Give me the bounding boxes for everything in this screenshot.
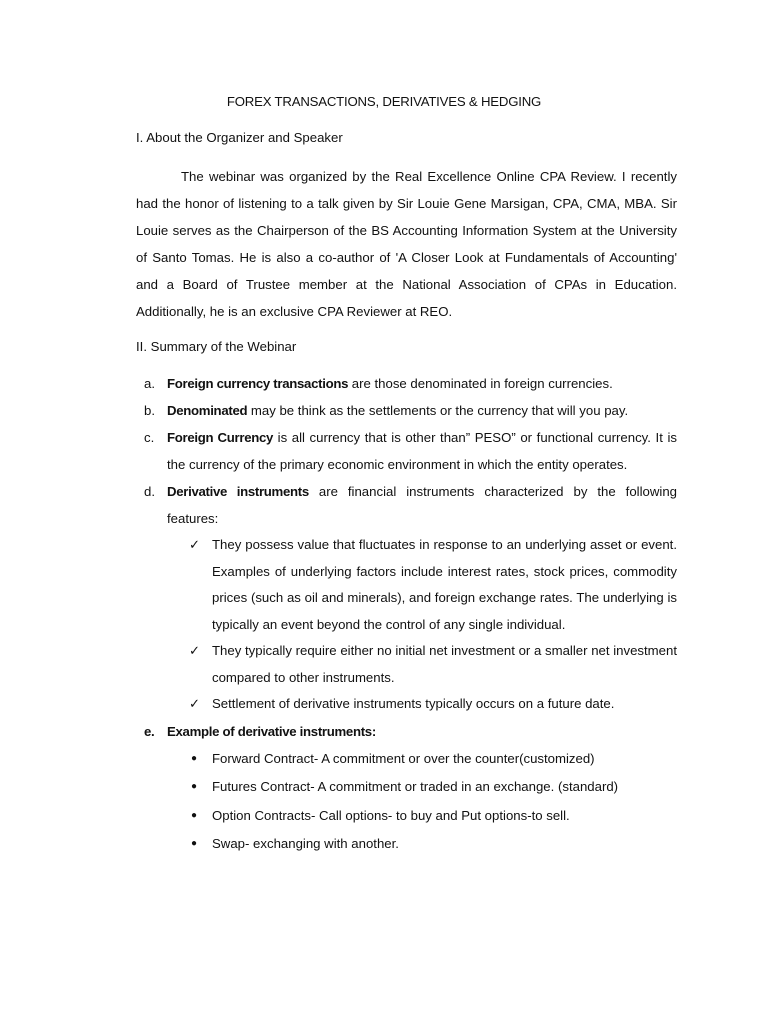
list-marker: b. bbox=[144, 403, 155, 418]
term: Denominated bbox=[167, 403, 248, 418]
bullet-icon: ● bbox=[191, 809, 198, 821]
feature-text: They typically require either no initial net investment or a smaller net investment compared to other instruments. bbox=[212, 643, 677, 685]
example-item bbox=[189, 773, 677, 802]
example-text: Swap- exchanging with another. bbox=[212, 836, 399, 851]
example-text: Futures Contract- A commitment or traded in an exchange. (standard) bbox=[212, 779, 619, 794]
example-item bbox=[189, 830, 677, 859]
example-item bbox=[189, 802, 677, 831]
list-marker: d. bbox=[144, 484, 155, 499]
check-icon: ✓ bbox=[189, 643, 201, 658]
feature-text: They possess value that fluctuates in response to an underlying asset or event. Examples of underlying factors include interest rates, stock prices, commodity prices (such as oil and minerals), and foreign exchange rates. The underlying is typically an event beyond the control of any single individual. bbox=[212, 537, 677, 632]
definition: may be think as the settlements or the currency that will you pay. bbox=[247, 403, 629, 418]
feature-text: Settlement of derivative instruments typically occurs on a future date. bbox=[212, 696, 615, 711]
term: Derivative instruments bbox=[167, 484, 309, 499]
example-text: Option Contracts- Call options- to buy and Put options-to sell. bbox=[212, 807, 570, 823]
document-title: FOREX TRANSACTIONS, DERIVATIVES & HEDGING bbox=[226, 94, 542, 109]
section-heading-summary: II. Summary of the Webinar bbox=[136, 339, 297, 354]
example-text: Forward Contract- A commitment or over the counter(customized) bbox=[212, 750, 595, 766]
section-heading-about: I. About the Organizer and Speaker bbox=[136, 130, 343, 145]
list-marker: c. bbox=[144, 430, 155, 445]
definition: are financial instruments characterized by the following features: bbox=[167, 484, 677, 526]
definition: is all currency that is other than” PESO” or functional currency. It is the currency of the primary economic environment in which the entity operates. bbox=[167, 430, 677, 472]
summary-item-c bbox=[144, 424, 677, 478]
bullet-icon: ● bbox=[191, 752, 198, 764]
term: Example of derivative instruments: bbox=[167, 723, 376, 739]
feature-item bbox=[189, 532, 677, 638]
term: Foreign currency transactions bbox=[167, 376, 349, 391]
check-icon: ✓ bbox=[189, 696, 201, 711]
list-marker: a. bbox=[144, 376, 155, 391]
feature-item bbox=[189, 691, 677, 718]
summary-item-a bbox=[144, 370, 677, 397]
list-marker: e. bbox=[144, 723, 155, 739]
feature-list bbox=[189, 532, 677, 718]
summary-list bbox=[144, 370, 677, 859]
bullet-icon: ● bbox=[191, 781, 198, 792]
summary-item-b bbox=[144, 397, 677, 424]
summary-item-e bbox=[144, 718, 677, 859]
term: Foreign Currency bbox=[167, 430, 274, 445]
example-item bbox=[189, 745, 677, 774]
definition: are those denominated in foreign currencies. bbox=[348, 376, 613, 391]
about-paragraph: The webinar was organized by the Real Excellence Online CPA Review. I recently had the honor of listening to a talk given by Sir Louie Gene Marsigan, CPA, CMA, MBA. Sir Louie serves as the Chairperson of the BS Accounting Information System at the University of Santo Tomas. He is also a co-author of 'A Closer Look at Fundamentals of Accounting' and a Board of Trustee member at the National Association of CPAs in Education. Additionally, he is an exclusive CPA Reviewer at REO. bbox=[136, 169, 677, 319]
feature-item bbox=[189, 638, 677, 691]
bullet-icon: ● bbox=[191, 838, 198, 849]
summary-item-d bbox=[144, 478, 677, 718]
check-icon: ✓ bbox=[189, 537, 201, 552]
example-list bbox=[189, 745, 677, 859]
